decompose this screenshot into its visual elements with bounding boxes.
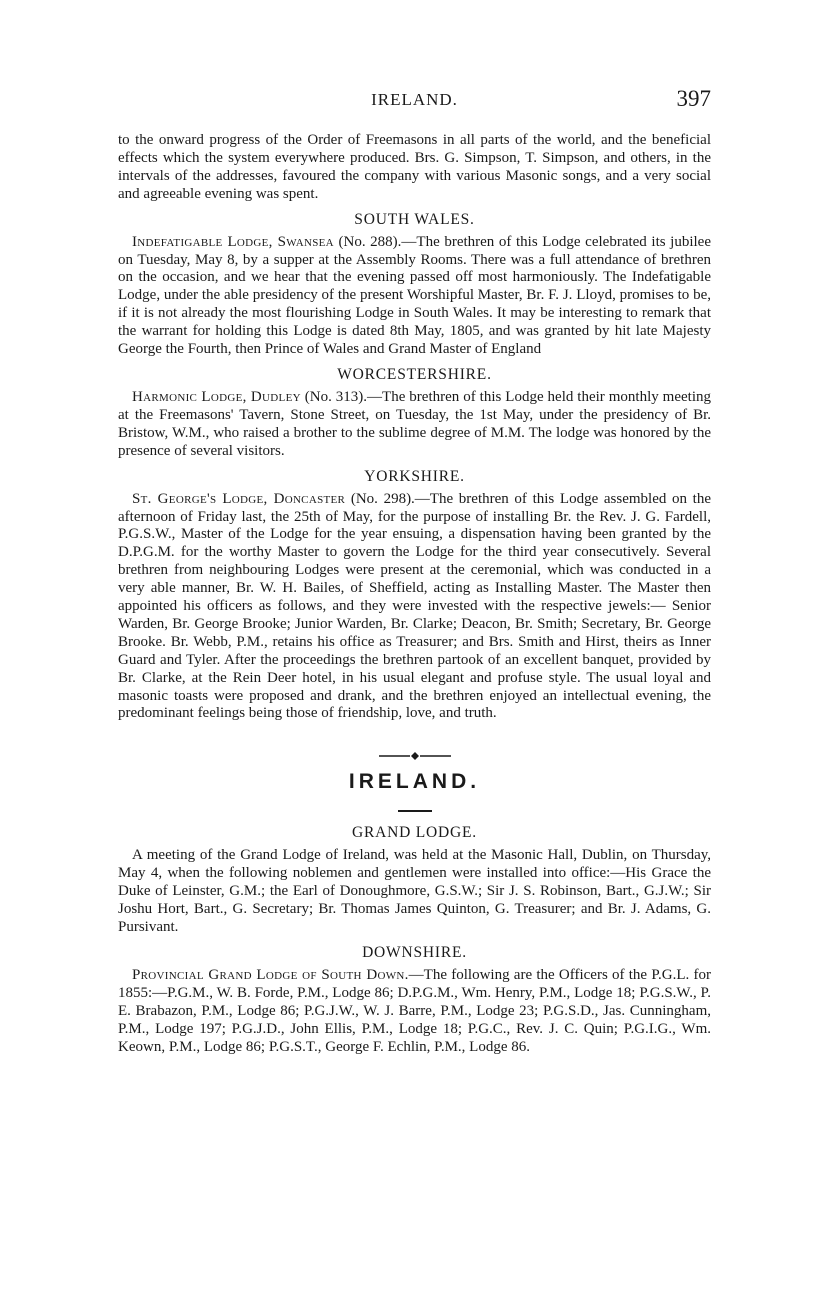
south-wales-lead: Indefatigable Lodge, Swansea xyxy=(132,233,334,250)
downshire-paragraph xyxy=(118,967,711,1057)
running-head xyxy=(118,86,711,112)
worcestershire-lead: Harmonic Lodge, Dudley xyxy=(132,388,301,405)
yorkshire-lead: St. George's Lodge, Doncaster xyxy=(132,490,346,507)
section-heading-downshire: DOWNSHIRE. xyxy=(362,943,467,961)
south-wales-body: (No. 288).—The brethren of this Lodge celebrated its jubilee on Tuesday, May 8, by a supper at the Assembly Rooms. There was a full attendance of brethren on the occasion, and we hear that the evening passed off most harmoniously. The Indefatigable Lodge, under the able presidency of the present Worshipful Master, Br. F. J. Lloyd, promises to be, if it is not already the most flourishing Lodge in South Wales. It may be interesting to remark that the warrant for holding this Lodge is dated 8th May, 1805, and was granted by hit late Majesty George the Fourth, then Prince of Wales and Grand Master of England xyxy=(118,233,711,358)
downshire-lead: Provincial Grand Lodge of South Down. xyxy=(132,966,409,983)
section-divider-ornament xyxy=(118,748,711,760)
grand-lodge-paragraph: A meeting of the Grand Lodge of Ireland, was held at the Masonic Hall, Dublin, on Thursday, May 4, when the following noblemen and gentlemen were installed into office:—His Grace the Duke of Leinster, G.M.; the Earl of Donoughmore, G.S.W.; Sir J. S. Robinson, Bart., G.J.W.; Sir Joshu Hort, Bart., G. Secretary; Br. Thomas James Quinton, G. Treasurer; and Br. J. Adams, G. Pursivant. xyxy=(118,847,711,935)
worcestershire-body: (No. 313).—The brethren of this Lodge held their monthly meeting at the Freemasons' Tavern, Stone Street, on Tuesday, the 1st May, under the presidency of Br. Bristow, W.M., who raised a brother to the sublime degree of M.M. The lodge was honored by the presence of several visitors. xyxy=(118,388,711,459)
yorkshire-paragraph xyxy=(118,491,711,724)
divider-diamond-icon xyxy=(379,751,451,761)
title-rule xyxy=(398,810,432,812)
running-title: IRELAND. xyxy=(371,90,458,109)
book-page xyxy=(118,86,711,1056)
worcestershire-paragraph xyxy=(118,389,711,461)
yorkshire-body: (No. 298).—The brethren of this Lodge assembled on the afternoon of Friday last, the 25th of May, for the purpose of installing Br. the Rev. J. G. Fardell, P.G.S.W., Master of the Lodge for the year ensuing, a dispensation having been granted by the D.P.G.M. for the worthy Master to govern the Lodge for the third year consecutively. Several brethren from neighbouring Lodges were present at the ceremonial, which was conducted in a very able manner, Br. W. H. Bailes, of Sheffield, acting as Installing Master. The Master then appointed his officers as follows, and they were invested with the respective jewels:— Senior Warden, Br. George Brooke; Junior Warden, Br. Clarke; Deacon, Br. Smith; Secretary, Br. George Brooke. Br. Webb, P.M., retains his office as Treasurer; and Brs. Smith and Hirst, theirs as Inner Guard and Tyler. After the proceedings the brethren partook of an excellent banquet, provided by Br. Clarke, at the Rein Deer hotel, in his usual elegant and profuse style. The usual loyal and masonic toasts were proposed and drank, and the brethren enjoyed an intellectual evening, the predominant feelings being those of friendship, love, and truth. xyxy=(118,490,712,722)
country-title: IRELAND. xyxy=(348,770,481,794)
south-wales-paragraph xyxy=(118,234,711,359)
section-heading-south-wales: SOUTH WALES. xyxy=(354,210,475,228)
downshire-body: —The following are the Officers of the P.G.L. for 1855:—P.G.M., W. B. Forde, P.M., Lodge 86; D.P.G.M., Wm. Henry, P.M., Lodge 18; P.G.S.W., P. E. Brabazon, P.M., Lodge 86; P.G.J.W., W. J. Barre, P.M., Lodge 23; P.G.S.D., Jas. Cunningham, P.M., Lodge 197; P.G.J.D., John Ellis, P.M., Lodge 18; P.G.C., Rev. J. C. Quin; P.G.I.G., Wm. Keown, P.M., Lodge 86; P.G.S.T., George F. Echlin, P.M., Lodge 86. xyxy=(118,966,711,1055)
intro-paragraph: to the onward progress of the Order of Freemasons in all parts of the world, and the beneficial effects which the system everywhere produced. Brs. G. Simpson, T. Simpson, and others, in the intervals of the addresses, favoured the company with various Masonic songs, and a very social and agreeable evening was spent. xyxy=(118,132,711,202)
section-heading-worcestershire: WORCESTERSHIRE. xyxy=(337,365,492,383)
section-heading-grand-lodge: GRAND LODGE. xyxy=(352,824,477,842)
section-heading-yorkshire: YORKSHIRE. xyxy=(364,467,465,485)
page-number: 397 xyxy=(676,86,711,111)
